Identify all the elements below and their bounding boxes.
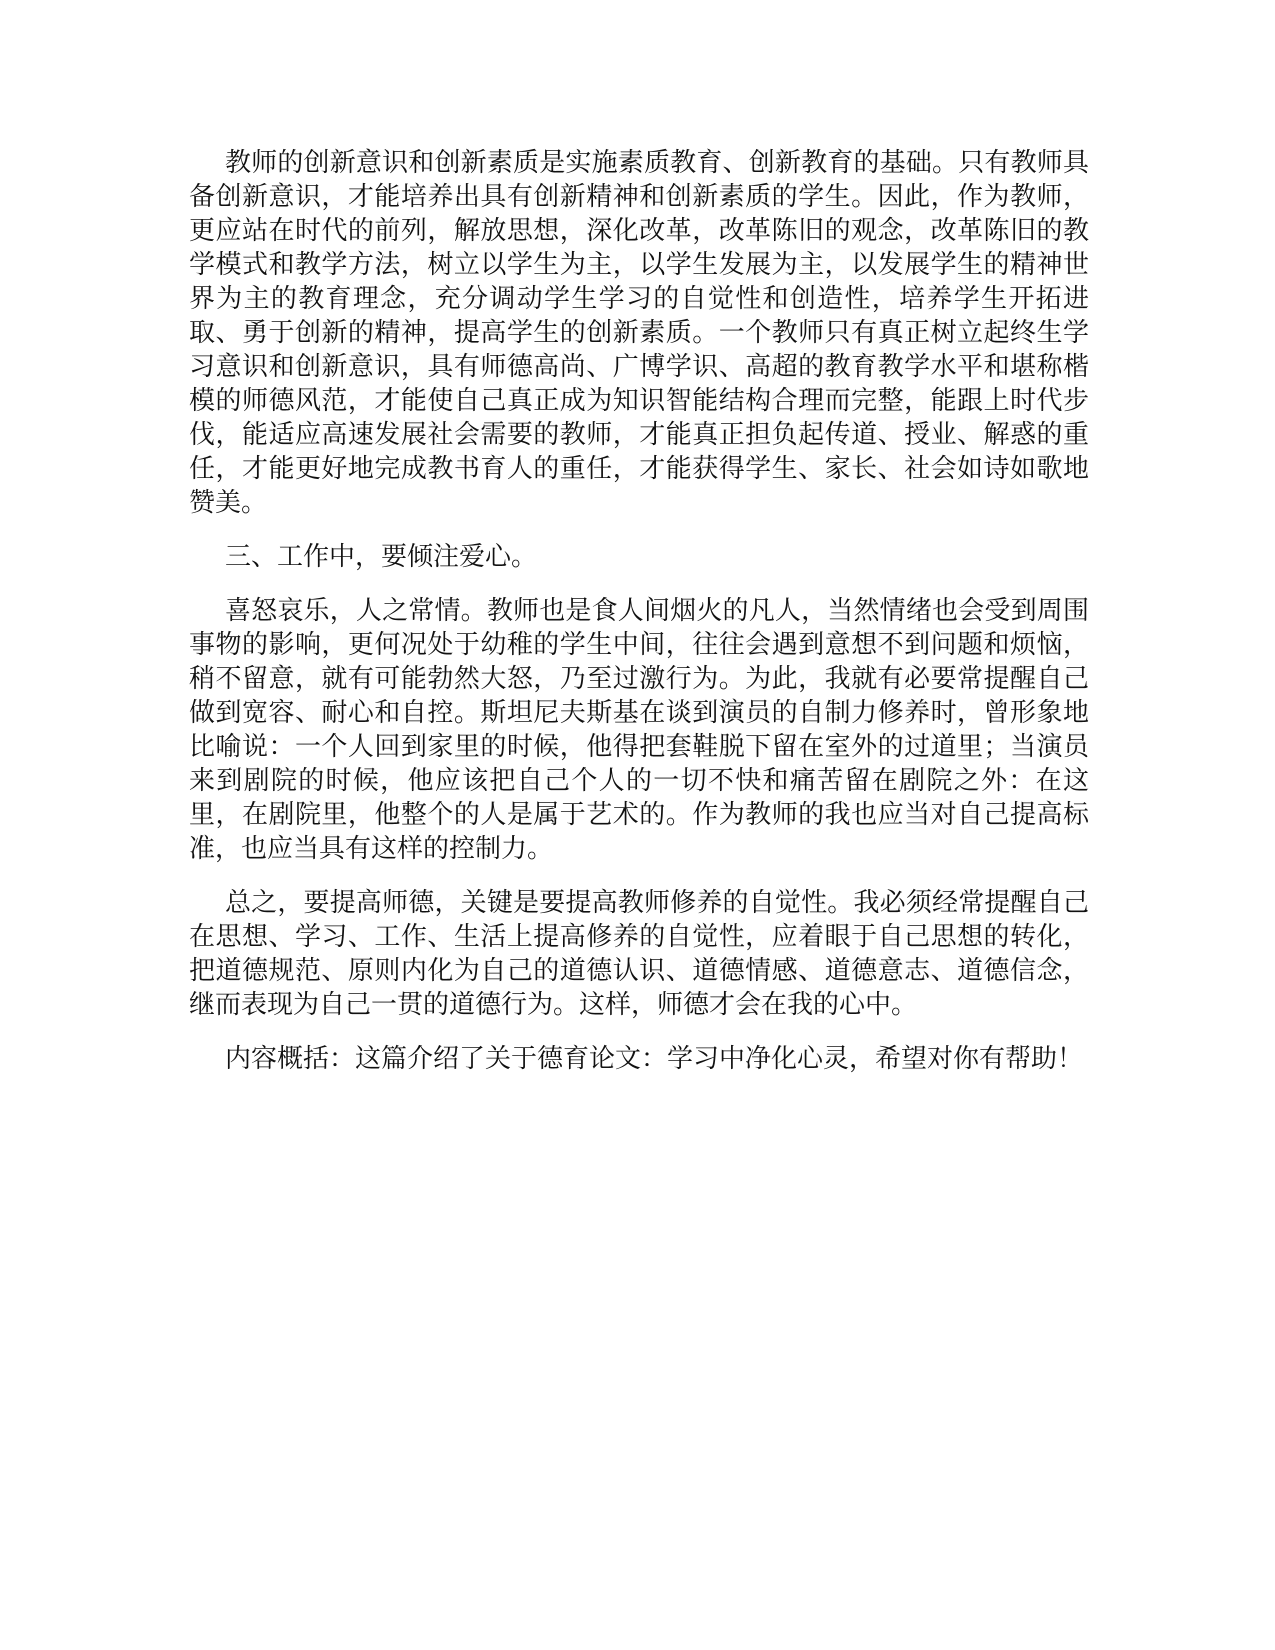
paragraph-teacher-innovation: 教师的创新意识和创新素质是实施素质教育、创新教育的基础。只有教师具备创新意识，才能培养出具有创新精神和创新素质的学生。因此，作为教师，更应站在时代的前列，解放思想，深化改革，改革陈旧的观念，改革陈旧的教学模式和教学方法，树立以学生为主，以学生发展为主，以发展学生的精神世界为主的教育理念，充分调动学生学习的自觉性和创造性，培养学生开拓进取、勇于创新的精神，提高学生的创新素质。一个教师只有真正树立起终生学习意识和创新意识，具有师德高尚、广博学识、高超的教育教学水平和堪称楷模的师德风范，才能使自己真正成为知识智能结构合理而完整，能跟上时代步伐，能适应高速发展社会需要的教师，才能真正担负起传道、授业、解惑的重任，才能更好地完成教书育人的重任，才能获得学生、家长、社会如诗如歌地赞美。 [189, 148, 1089, 518]
paragraph-conclusion: 总之，要提高师德，关键是要提高教师修养的自觉性。我必须经常提醒自己在思想、学习、工作、生活上提高修养的自觉性，应着眼于自己思想的转化，把道德规范、原则内化为自己的道德认识、道德情感、道德意志、道德信念，继而表现为自己一贯的道德行为。这样，师德才会在我的心中。 [189, 888, 1089, 1020]
paragraph-summary: 内容概括：这篇介绍了关于德育论文：学习中净化心灵，希望对你有帮助！ [225, 1044, 1084, 1074]
paragraph-emotions-self-control: 喜怒哀乐，人之常情。教师也是食人间烟火的凡人，当然情绪也会受到周围事物的影响，更何况处于幼稚的学生中间，往往会遇到意想不到问题和烦恼，稍不留意，就有可能勃然大怒，乃至过激行为。为此，我就有必要常提醒自己做到宽容、耐心和自控。斯坦尼夫斯基在谈到演员的自制力修养时，曾形象地比喻说：一个人回到家里的时候，他得把套鞋脱下留在室外的过道里；当演员来到剧院的时候，他应该把自己个人的一切不快和痛苦留在剧院之外：在这里，在剧院里，他整个的人是属于艺术的。作为教师的我也应当对自己提高标准，也应当具有这样的控制力。 [189, 596, 1089, 864]
section-heading-love: 三、工作中，要倾注爱心。 [225, 542, 538, 572]
document-page [189, 146, 1089, 1096]
